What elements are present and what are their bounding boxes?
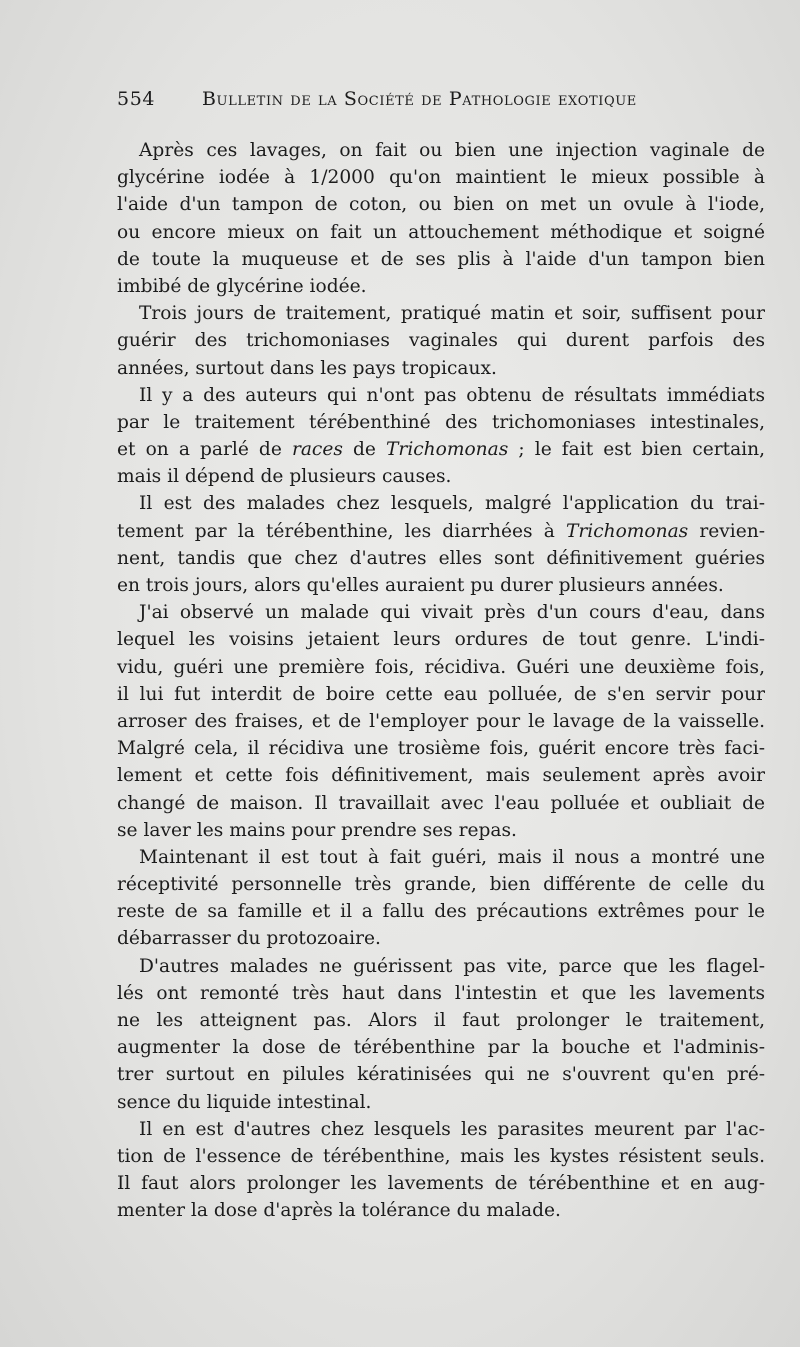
italic-term: Trichomonas — [386, 439, 509, 461]
text-line: trer surtout en pilules kératinisées qui ne s'ouvrent qu'en pré- — [117, 1064, 765, 1086]
italic-term: Trichomonas — [565, 520, 689, 542]
text-line: Il faut alors prolonger les lavements de térébenthine et en aug- — [117, 1173, 765, 1195]
text-line: ne les atteignent pas. Alors il faut prolonger le traitement, — [117, 1010, 765, 1031]
text-line: nent, tandis que chez d'autres elles sont définitivement guéries — [117, 547, 765, 569]
paragraph — [117, 599, 765, 844]
text-segment: de — [353, 439, 376, 461]
text-line-mixed — [117, 436, 765, 463]
text-line: sence du liquide intestinal. — [117, 1091, 372, 1113]
page-header — [117, 88, 700, 118]
text-line: réceptivité personnelle très grande, bien différente de celle du — [117, 874, 765, 896]
text-line: tion de l'essence de térébenthine, mais les kystes résistent seuls. — [117, 1145, 765, 1167]
text-line: ou encore mieux on fait un attouchement méthodique et soigné — [117, 221, 765, 243]
paragraph — [117, 953, 765, 1116]
italic-term: races — [291, 439, 343, 461]
text-line: mais il dépend de plusieurs causes. — [117, 466, 452, 488]
text-line: Il en est d'autres chez lesquels les parasites meurent par l'ac- — [139, 1118, 765, 1140]
paragraph — [117, 1116, 765, 1225]
text-line: reste de sa famille et il a fallu des précautions extrêmes pour le — [117, 901, 765, 923]
body-text — [117, 137, 765, 1225]
text-line: il lui fut interdit de boire cette eau polluée, de s'en servir pour — [117, 683, 765, 705]
text-line: guérir des trichomoniases vaginales qui durent parfois des — [117, 330, 765, 352]
text-line: Il est des malades chez lesquels, malgré l'application du trai- — [139, 493, 765, 515]
text-line: se laver les mains pour prendre ses repas. — [117, 819, 517, 841]
paragraph — [117, 490, 765, 599]
text-line: lés ont remonté très haut dans l'intestin et que les lavements — [117, 982, 765, 1004]
text-line: Maintenant il est tout à fait guéri, mais il nous a montré une — [139, 846, 765, 868]
text-line: menter la dose d'après la tolérance du malade. — [117, 1200, 561, 1222]
text-line: de toute la muqueuse et de ses plis à l'aide d'un tampon bien — [117, 248, 765, 270]
text-line-mixed — [117, 518, 765, 545]
text-line: lement et cette fois définitivement, mais seulement après avoir — [117, 765, 765, 787]
text-line: années, surtout dans les pays tropicaux. — [117, 357, 497, 379]
text-line: arroser des fraises, et de l'employer pour le lavage de la vaisselle. — [117, 710, 765, 732]
text-segment: revien- — [699, 520, 765, 542]
text-line: débarrasser du protozoaire. — [117, 928, 381, 950]
text-line: augmenter la dose de térébenthine par la bouche et l'adminis- — [117, 1037, 765, 1059]
text-line: l'aide d'un tampon de coton, ou bien on met un ovule à l'iode, — [117, 194, 765, 216]
text-line: Après ces lavages, on fait ou bien une injection vaginale de — [139, 140, 765, 161]
text-line: Trois jours de traitement, pratiqué matin et soir, suffisent pour — [139, 303, 765, 325]
text-line: J'ai observé un malade qui vivait près d'un cours d'eau, dans — [139, 602, 765, 624]
page-number: 554 — [117, 88, 156, 110]
text-line: D'autres malades ne guérissent pas vite, parce que les flagel- — [139, 955, 765, 977]
text-segment: tement par la térébenthine, les diarrhées à — [117, 520, 555, 542]
running-title: Bulletin de la Société de Pathologie exotique — [202, 88, 637, 110]
text-line: changé de maison. Il travaillait avec l'eau polluée et oubliait de — [117, 792, 765, 814]
text-line: en trois jours, alors qu'elles auraient pu durer plusieurs années. — [117, 575, 724, 596]
text-segment: et on a parlé de — [117, 439, 282, 461]
text-segment: ; le fait est bien certain, — [518, 439, 765, 461]
paragraph — [117, 844, 765, 953]
text-line: imbibé de glycérine iodée. — [117, 275, 367, 297]
paragraph — [117, 137, 765, 300]
text-line: glycérine iodée à 1/2000 qu'on maintient le mieux possible à — [117, 167, 765, 189]
text-line: Malgré cela, il récidiva une trosième fois, guérit encore très faci- — [117, 738, 765, 760]
text-line: lequel les voisins jetaient leurs ordures de tout genre. L'indi- — [117, 629, 765, 651]
paragraph — [117, 300, 765, 382]
text-line: vidu, guéri une première fois, récidiva. Guéri une deuxième fois, — [117, 656, 765, 678]
paragraph — [117, 382, 765, 491]
text-line: par le traitement térébenthiné des trichomoniases intestinales, — [117, 411, 765, 433]
text-line: Il y a des auteurs qui n'ont pas obtenu de résultats immédiats — [139, 384, 765, 406]
